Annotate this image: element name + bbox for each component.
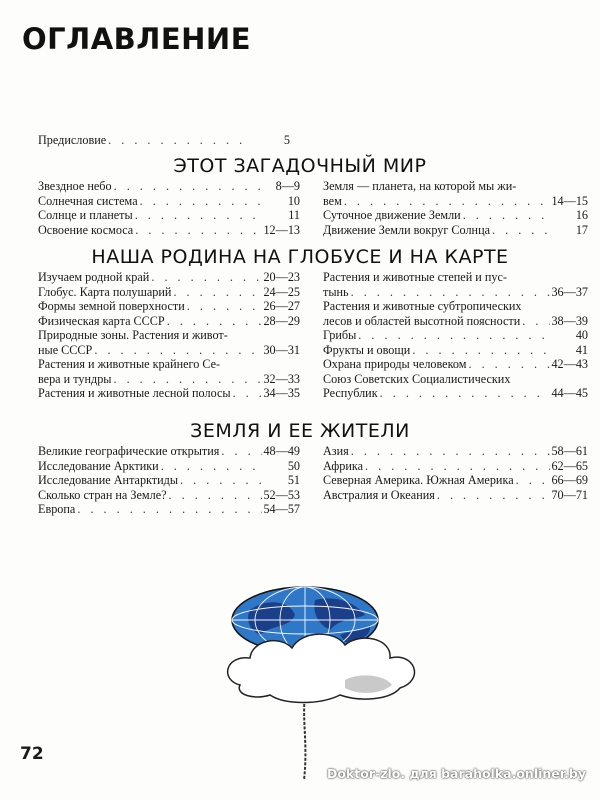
entry-page: 70—71 (551, 487, 588, 502)
entry-page: 40 (575, 328, 588, 342)
section-2-right-column (323, 270, 588, 401)
dot-leader (171, 285, 262, 300)
entry-page: 16 (575, 208, 588, 222)
toc-entry[interactable] (38, 179, 300, 194)
toc-entry[interactable] (38, 314, 300, 329)
toc-entry[interactable] (38, 502, 300, 517)
dot-leader (461, 208, 550, 223)
entry-label: Фрукты и овощи (323, 342, 411, 357)
dot-leader (363, 459, 550, 474)
entry-label: Солнечная система (38, 193, 138, 208)
toc-entry[interactable] (38, 299, 300, 314)
entry-page: 8—9 (275, 179, 300, 193)
toc-entry[interactable] (38, 488, 300, 503)
toc-entry[interactable] (38, 459, 300, 474)
entry-label: Сколько стран на Земле? (38, 487, 167, 502)
entry-page: 54—57 (263, 502, 300, 516)
toc-entry[interactable] (323, 444, 588, 459)
entry-page: 30—31 (263, 342, 300, 357)
dot-leader (167, 488, 262, 503)
entry-page: 66—69 (551, 473, 588, 487)
toc-entry[interactable] (38, 208, 300, 223)
entry-label: вем (323, 193, 342, 208)
dot-leader (231, 386, 262, 401)
entry-label: лесов и областей высотной поясности (323, 313, 521, 328)
toc-entry[interactable] (38, 223, 300, 238)
dot-leader (112, 179, 262, 194)
dot-leader (106, 133, 252, 148)
dot-leader (178, 473, 262, 488)
entry-label: Глобус. Карта полушарий (38, 284, 172, 299)
toc-entry[interactable] (323, 357, 588, 372)
entry-label: Исследование Арктики (38, 458, 159, 473)
entry-label: Республик (323, 386, 378, 400)
section-2-left-column (38, 270, 300, 401)
toc-entry[interactable] (38, 270, 300, 285)
entry-label: ные СССР (38, 342, 93, 357)
section-3-right-column (323, 444, 588, 502)
entry-label: Австралия и Океания (323, 487, 435, 502)
entry-page: 32—33 (263, 371, 300, 386)
entry-page: 36—37 (551, 284, 588, 299)
entry-label: Северная Америка. Южная Америка (323, 473, 514, 487)
watermark-credit: Doktor-zlo. для baraholka.onliner.by (327, 766, 586, 781)
section-1-left-column (38, 179, 300, 237)
dot-leader (349, 285, 550, 300)
dot-leader (75, 502, 262, 517)
toc-entry[interactable] (323, 372, 588, 401)
entry-label-line: Растения и животные субтропических (323, 299, 522, 313)
toc-entry[interactable] (38, 357, 300, 386)
entry-page: 52—53 (263, 487, 300, 502)
entry-label: Растения и животные лесной полосы (38, 386, 231, 400)
entry-label: Формы земной поверхности (38, 299, 185, 313)
toc-entry[interactable] (323, 208, 588, 223)
entry-label: тынь (323, 284, 349, 299)
entry-label: Охрана природы человеком (323, 357, 467, 371)
toc-entry[interactable] (38, 194, 300, 209)
toc-entry[interactable] (38, 386, 300, 401)
toc-entry[interactable] (323, 299, 588, 328)
entry-label-line: Природные зоны. Растения и живот- (38, 328, 228, 342)
toc-entry[interactable] (38, 444, 300, 459)
toc-entry[interactable] (38, 328, 300, 357)
entry-page: 17 (575, 222, 588, 237)
entry-page: 44—45 (551, 386, 588, 400)
entry-page: 48—49 (263, 444, 300, 458)
toc-entry[interactable] (323, 270, 588, 299)
dot-leader (165, 314, 262, 329)
entry-page: 34—35 (263, 386, 300, 400)
entry-label: Суточное движение Земли (323, 208, 461, 222)
dot-leader (342, 194, 550, 209)
dot-leader (435, 488, 550, 503)
dot-leader (138, 194, 262, 209)
dot-leader (133, 223, 262, 238)
entry-page: 50 (287, 458, 300, 473)
entry-page: 5 (283, 133, 290, 147)
entry-page: 42—43 (551, 357, 588, 371)
entry-label: Изучаем родной край (38, 270, 150, 284)
entry-page: 62—65 (551, 458, 588, 473)
entry-label: Азия (323, 444, 349, 458)
dot-leader (185, 299, 262, 314)
entry-label: Освоение космоса (38, 222, 134, 237)
toc-entry[interactable] (323, 459, 588, 474)
entry-page: 11 (288, 208, 300, 222)
entry-page: 14—15 (551, 193, 588, 208)
entry-label-line: Союз Советских Социалистических (323, 371, 511, 386)
toc-entry[interactable] (323, 473, 588, 488)
entry-label: Европа (38, 502, 76, 516)
entry-page: 51 (287, 473, 300, 487)
dot-leader (378, 386, 550, 401)
entry-page: 12—13 (263, 222, 300, 237)
entry-label: Физическая карта СССР (38, 313, 165, 328)
entry-label-line: Земля — планета, на которой мы жи- (323, 179, 517, 193)
entry-page: 38—39 (551, 313, 588, 328)
section-3-left-column (38, 444, 300, 517)
section-heading-3: ЗЕМЛЯ И ЕЕ ЖИТЕЛИ (190, 420, 410, 442)
entry-page: 24—25 (263, 284, 300, 299)
dot-leader (514, 473, 550, 488)
section-heading-1: ЭТОТ ЗАГАДОЧНЫЙ МИР (173, 155, 427, 177)
dot-leader (133, 208, 262, 223)
toc-entry[interactable] (323, 223, 588, 238)
section-heading-2: НАША РОДИНА НА ГЛОБУСЕ И НА КАРТЕ (91, 246, 509, 268)
entry-page: 41 (575, 342, 588, 357)
toc-entry[interactable] (38, 285, 300, 300)
dot-leader (92, 343, 262, 358)
entry-label: Предисловие (38, 133, 107, 147)
globe-on-cloud-illustration (220, 580, 580, 780)
toc-entry[interactable] (323, 179, 588, 208)
dot-leader (356, 328, 550, 343)
entry-page: 28—29 (263, 313, 300, 328)
dot-leader (520, 314, 550, 329)
dot-leader (466, 357, 550, 372)
entry-label-line: Растения и животные крайнего Се- (38, 357, 221, 371)
toc-entry[interactable] (323, 343, 588, 358)
dot-leader (159, 459, 262, 474)
entry-label: Африка (323, 458, 363, 473)
entry-label: Великие географические открытия (38, 444, 220, 458)
entry-label: Звездное небо (38, 179, 112, 193)
toc-entry[interactable] (38, 473, 300, 488)
page-number: 72 (20, 744, 44, 764)
entry-page: 20—23 (263, 270, 300, 284)
entry-page: 10 (287, 193, 300, 208)
page-title: ОГЛАВЛЕНИЕ (22, 22, 252, 56)
entry-label: Движение Земли вокруг Солнца (323, 222, 490, 237)
dot-leader (149, 270, 262, 285)
entry-label-line: Растения и животные степей и пус- (323, 270, 507, 284)
dot-leader (490, 223, 550, 238)
preface-entry[interactable] (38, 133, 290, 148)
dot-leader (111, 372, 262, 387)
entry-page: 58—61 (551, 444, 588, 458)
entry-label: вера и тундры (38, 371, 112, 386)
dot-leader (410, 343, 550, 358)
dot-leader (349, 444, 550, 459)
section-1-right-column (323, 179, 588, 237)
entry-label: Исследование Антарктиды (38, 473, 179, 487)
entry-label: Грибы (323, 328, 357, 342)
entry-page: 26—27 (263, 299, 300, 313)
entry-label: Солнце и планеты (38, 208, 133, 222)
toc-entry[interactable] (323, 328, 588, 343)
dot-leader (219, 444, 262, 459)
toc-entry[interactable] (323, 488, 588, 503)
